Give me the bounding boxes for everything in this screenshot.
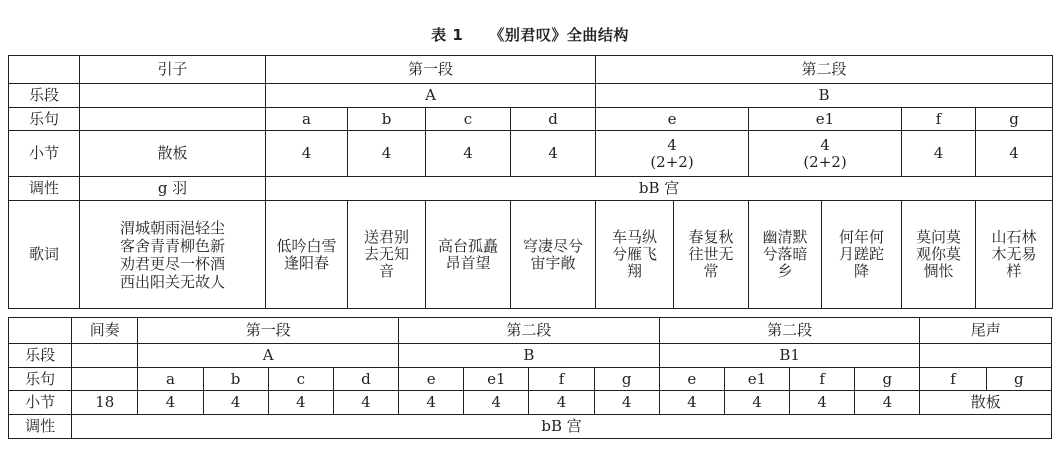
- lyric-line: 渭城朝雨浥轻尘: [119, 218, 225, 237]
- table-caption: [0, 24, 1060, 45]
- duan-b: B: [399, 344, 660, 368]
- ju-cell: b: [203, 368, 268, 391]
- lyric-line: 音: [378, 262, 394, 280]
- ju-cell: e1: [724, 368, 789, 391]
- duan-a: A: [138, 344, 399, 368]
- lyric-line: 送君别: [363, 228, 409, 246]
- bar-cell-e: [596, 131, 749, 177]
- table-row: [9, 108, 1053, 131]
- lyric-line: 山石林: [991, 228, 1037, 246]
- duan-coda: [920, 344, 1052, 368]
- bar-cell: 4: [268, 391, 333, 415]
- bar-cell: 4: [399, 391, 464, 415]
- bar-cell: 4: [203, 391, 268, 415]
- lyric-line: 低吟白雪: [276, 236, 337, 255]
- table-row: [9, 344, 1052, 368]
- ju-cell: g: [976, 108, 1053, 131]
- lyric-line: 往世无: [688, 245, 734, 263]
- row-label-key: 调性: [9, 177, 80, 201]
- ju-intro: [80, 108, 266, 131]
- row-label-ju: 乐句: [9, 368, 72, 391]
- table-row: [9, 177, 1053, 201]
- bar-interlude: 18: [72, 391, 138, 415]
- row-label-lyrics: 歌词: [9, 201, 80, 309]
- bar-cell: 4: [855, 391, 920, 415]
- bar-cell-e1: [749, 131, 902, 177]
- header-coda: 尾声: [920, 318, 1052, 344]
- lyrics-e-1: [596, 201, 674, 309]
- ju-cell: c: [268, 368, 333, 391]
- ju-cell: g: [594, 368, 659, 391]
- duan-b: B: [596, 84, 1053, 108]
- lyric-line: 穹凄尽兮: [523, 236, 584, 255]
- lyrics-e1-1: [749, 201, 822, 309]
- lyric-line: 客舍青青柳色新: [119, 236, 225, 255]
- lyric-line: 宙宇敞: [530, 253, 576, 272]
- lyric-line: 月蹉跎: [839, 245, 885, 263]
- caption-title: 《别君叹》全曲结构: [489, 26, 629, 44]
- lyrics-a: [266, 201, 348, 309]
- lyric-line: 木无易: [991, 245, 1037, 263]
- duan-a: A: [266, 84, 596, 108]
- ju-cell: e: [399, 368, 464, 391]
- lyric-line: 去无知: [363, 245, 409, 263]
- header-section-2: 第二段: [596, 56, 1053, 84]
- lyric-line: 何年何: [839, 228, 885, 246]
- ju-cell: g: [986, 368, 1051, 391]
- header-section-1: 第一段: [266, 56, 596, 84]
- lyrics-f: [902, 201, 976, 309]
- table-row: [9, 391, 1052, 415]
- ju-cell: d: [333, 368, 398, 391]
- lyrics-b: [348, 201, 426, 309]
- ju-cell: a: [138, 368, 203, 391]
- row-label-header: [9, 56, 80, 84]
- bar-e1-top: 4: [820, 135, 830, 154]
- bar-cell: 4: [511, 131, 596, 177]
- structure-table-1: [8, 55, 1053, 309]
- duan-b1: B1: [659, 344, 920, 368]
- table-row: [9, 415, 1052, 439]
- lyric-line: 兮落暗: [762, 245, 808, 263]
- duan-interlude: [72, 344, 138, 368]
- lyrics-e1-2: [822, 201, 902, 309]
- bar-cell: 4: [464, 391, 529, 415]
- lyric-line: 莫问莫: [916, 228, 962, 246]
- header-intro: 引子: [80, 56, 266, 84]
- ju-cell: c: [426, 108, 511, 131]
- lyric-line: 昂首望: [445, 253, 491, 272]
- row-label-duan: 乐段: [9, 344, 72, 368]
- ju-cell: f: [790, 368, 855, 391]
- lyric-line: 幽清默: [762, 228, 808, 246]
- bar-cell: 4: [266, 131, 348, 177]
- lyrics-c: [426, 201, 511, 309]
- lyric-line: 逢阳春: [283, 253, 329, 272]
- bar-e-bottom: (2+2): [650, 152, 694, 171]
- lyric-line: 惆怅: [923, 262, 954, 280]
- ju-cell: g: [855, 368, 920, 391]
- lyric-line: 降: [854, 262, 870, 280]
- duan-intro: [80, 84, 266, 108]
- row-label-bar: 小节: [9, 391, 72, 415]
- lyrics-intro: [80, 201, 266, 309]
- lyric-line: 劝君更尽一杯酒: [119, 254, 225, 273]
- bar-cell: 4: [529, 391, 594, 415]
- ju-interlude: [72, 368, 138, 391]
- ju-cell: e: [659, 368, 724, 391]
- lyric-line: 春复秋: [688, 228, 734, 246]
- lyrics-d: [511, 201, 596, 309]
- caption-label: 表 1: [431, 26, 464, 44]
- bar-cell: 4: [976, 131, 1053, 177]
- ju-cell: b: [348, 108, 426, 131]
- key-main: bB 宫: [72, 415, 1052, 439]
- lyric-line: 高台孤矗: [437, 236, 498, 255]
- table-row: [9, 368, 1052, 391]
- ju-cell: e1: [464, 368, 529, 391]
- bar-cell: 4: [790, 391, 855, 415]
- ju-cell: d: [511, 108, 596, 131]
- table-row: [9, 84, 1053, 108]
- ju-cell: f: [920, 368, 986, 391]
- table-row: [9, 56, 1053, 84]
- lyric-line: 常: [703, 262, 719, 280]
- header-section-1: 第一段: [138, 318, 399, 344]
- lyrics-g: [976, 201, 1053, 309]
- bar-intro: 散板: [80, 131, 266, 177]
- bar-e1-bottom: (2+2): [803, 152, 847, 171]
- lyric-line: 兮雁飞: [612, 245, 658, 263]
- ju-cell: e1: [749, 108, 902, 131]
- ju-cell: e: [596, 108, 749, 131]
- lyric-line: 样: [1006, 262, 1022, 280]
- lyrics-e-2: [674, 201, 749, 309]
- lyric-line: 车马纵: [612, 228, 658, 246]
- table-row: [9, 131, 1053, 177]
- lyric-line: 乡: [777, 262, 793, 280]
- bar-cell: 4: [426, 131, 511, 177]
- header-section-3: 第二段: [659, 318, 920, 344]
- bar-cell: 4: [724, 391, 789, 415]
- ju-cell: f: [529, 368, 594, 391]
- lyric-line: 西出阳关无故人: [119, 272, 225, 291]
- row-label-header: [9, 318, 72, 344]
- row-label-key: 调性: [9, 415, 72, 439]
- ju-cell: f: [902, 108, 976, 131]
- header-interlude: 间奏: [72, 318, 138, 344]
- header-section-2: 第二段: [399, 318, 660, 344]
- lyric-line: 翔: [627, 262, 643, 280]
- bar-cell: 4: [594, 391, 659, 415]
- bar-coda: 散板: [920, 391, 1052, 415]
- key-intro: g 羽: [80, 177, 266, 201]
- table-row: [9, 201, 1053, 309]
- bar-cell: 4: [333, 391, 398, 415]
- bar-cell: 4: [902, 131, 976, 177]
- structure-table-2: [8, 317, 1052, 439]
- bar-cell: 4: [659, 391, 724, 415]
- row-label-duan: 乐段: [9, 84, 80, 108]
- row-label-bar: 小节: [9, 131, 80, 177]
- ju-cell: a: [266, 108, 348, 131]
- key-main: bB 宫: [266, 177, 1053, 201]
- bar-cell: 4: [138, 391, 203, 415]
- bar-cell: 4: [348, 131, 426, 177]
- bar-e-top: 4: [667, 135, 677, 154]
- lyric-line: 观你莫: [916, 245, 962, 263]
- row-label-ju: 乐句: [9, 108, 80, 131]
- table-row: [9, 318, 1052, 344]
